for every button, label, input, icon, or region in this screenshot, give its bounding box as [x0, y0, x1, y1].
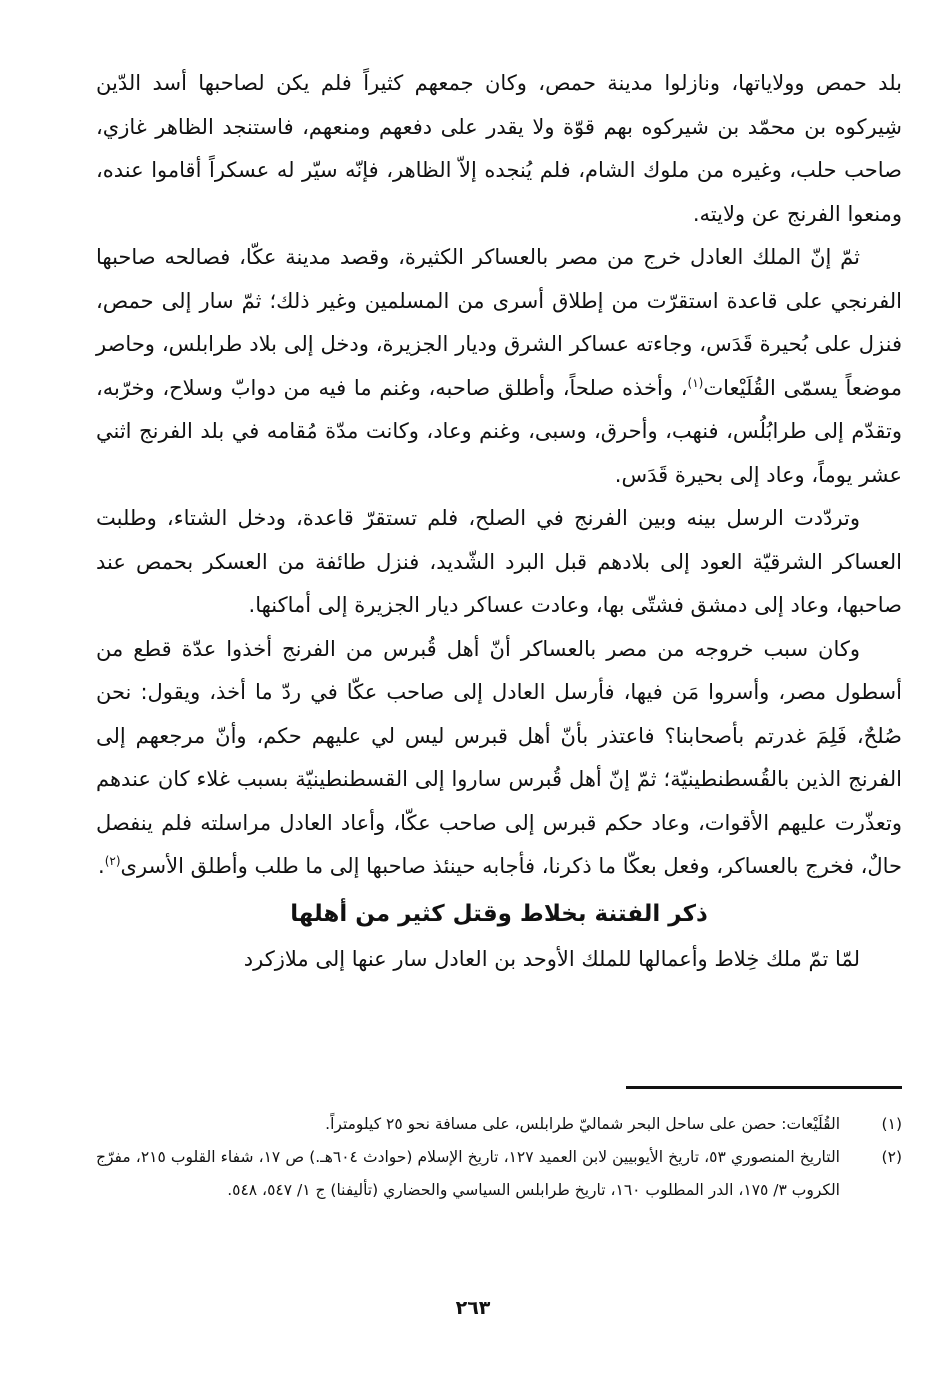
footnote-2 [96, 1141, 902, 1207]
footnote-ref-1[interactable]: (١) [687, 375, 704, 390]
paragraph-1 [96, 62, 902, 236]
paragraph-2 [96, 236, 902, 497]
paragraph-4 [96, 628, 902, 889]
paragraph-5 [96, 938, 902, 982]
footnote-ref-2[interactable]: (٢) [104, 854, 121, 868]
footnote-2-number: (٢) [881, 1148, 902, 1166]
section-heading: ذكر الفتنة بخلاط وقتل كثير من أهلها [290, 900, 708, 927]
page-body [96, 62, 902, 981]
paragraph-4-rest: . [98, 854, 105, 878]
paragraph-1-text: بلد حمص وولاياتها، ونازلوا مدينة حمص، وكان جمعهم كثيراً فلم يكن لصاحبها أسد الدّين شِيركوه بن محمّد بن شيركوه بهم قوّة ولا يقدر على دفعهم ومنعهم، فاستنجد الظاهر غازي، صاحب حلب، وغيره من ملوك الشام، فلم يُنجده إلاّ الظاهر، فإنّه سيّر له عسكراً أقاموا عنده، ومنعوا الفرنج عن ولايته. [96, 71, 902, 226]
paragraph-2-text: ثمّ إنّ الملك العادل خرج من مصر بالعساكر الكثيرة، وقصد مدينة عكّا، فصالحه صاحبها الفرنجي على قاعدة استقرّت من إطلاق أسرى من المسلمين وغير ذلك؛ ثمّ سار إلى حمص، فنزل على بُحيرة قَدَس، وجاءته عساكر الشرق وديار الجزيرة، ودخل إلى بلاد طرابلس، وحاصر موضعاً يسمّى القُلَيْعات [96, 245, 902, 400]
page-number: ٢٦٣ [455, 1297, 491, 1319]
paragraph-3 [96, 497, 902, 628]
paragraph-5-text: لمّا تمّ ملك خِلاط وأعمالها للملك الأوحد بن العادل سار عنها إلى ملازكرد [243, 946, 860, 971]
paragraph-2-rest: ، وأخذه صلحاً، وأطلق صاحبه، وغنم ما فيه من دوابّ وسلاح، وخرّبه، وتقدّم إلى طرابُلُس، فنهب، وأحرق، وسبى، وغنم وعاد، وكانت مدّة مُقامه في بلد الفرنج اثني عشر يوماً، وعاد إلى بحيرة قَدَس. [96, 375, 902, 487]
footnote-2-text: التاريخ المنصوري ٥٣، تاريخ الأيوبيين لابن العميد ١٢٧، تاريخ الإسلام (حوادث ٦٠٤هـ.) ص ١٧، شفاء القلوب ٢١٥، مفرّج الكروب ٣/ ١٧٥، الدر المطلوب ١٦٠، تاريخ طرابلس السياسي والحضاري (تأليفنا) ج ١/ ٥٤٧، ٥٤٨. [96, 1148, 840, 1199]
footnote-divider [626, 1086, 902, 1089]
footnote-1-number: (١) [881, 1115, 902, 1133]
paragraph-3-text: وتردّدت الرسل بينه وبين الفرنج في الصلح، فلم تستقرّ قاعدة، ودخل الشتاء، وطلبت العساكر الشرقيّة العود إلى بلادهم قبل البرد الشّديد، فنزل طائفة من العسكر بحمص عند صاحبها، وعاد إلى دمشق فشتّى بها، وعادت عساكر ديار الجزيرة إلى أماكنها. [96, 506, 902, 617]
footnotes [96, 1108, 902, 1207]
footnote-1 [96, 1108, 902, 1141]
paragraph-4-text: وكان سبب خروجه من مصر بالعساكر أنّ أهل قُبرس من الفرنج أخذوا عدّة قطع من أسطول مصر، وأسروا مَن فيها، فأرسل العادل إلى صاحب عكّا في ردّ ما أخذ، ويقول: نحن صُلحٌ، فَلِمَ غدرتم بأصحابنا؟ فاعتذر بأنّ أهل قبرس ليس لي عليهم حكم، وأنّ مرجعهم إلى الفرنج الذين بالقُسطنطينيّة؛ ثمّ إنّ أهل قُبرس ساروا إلى القسطنطينيّة بسبب غلاء كان عندهم وتعذّرت عليهم الأقوات، وعاد حكم قبرس إلى صاحب عكّا، وأعاد العادل مراسلته فلم ينفصل حالٌ، فخرج بالعساكر، وفعل بعكّا ما ذكرنا، فأجابه حينئذ صاحبها إلى ما طلب وأطلق الأسرى [96, 636, 902, 878]
footnote-1-text: القُلَيْعات: حصن على ساحل البحر شماليّ طرابلس، على مسافة نحو ٢٥ كيلومتراً. [325, 1115, 840, 1133]
